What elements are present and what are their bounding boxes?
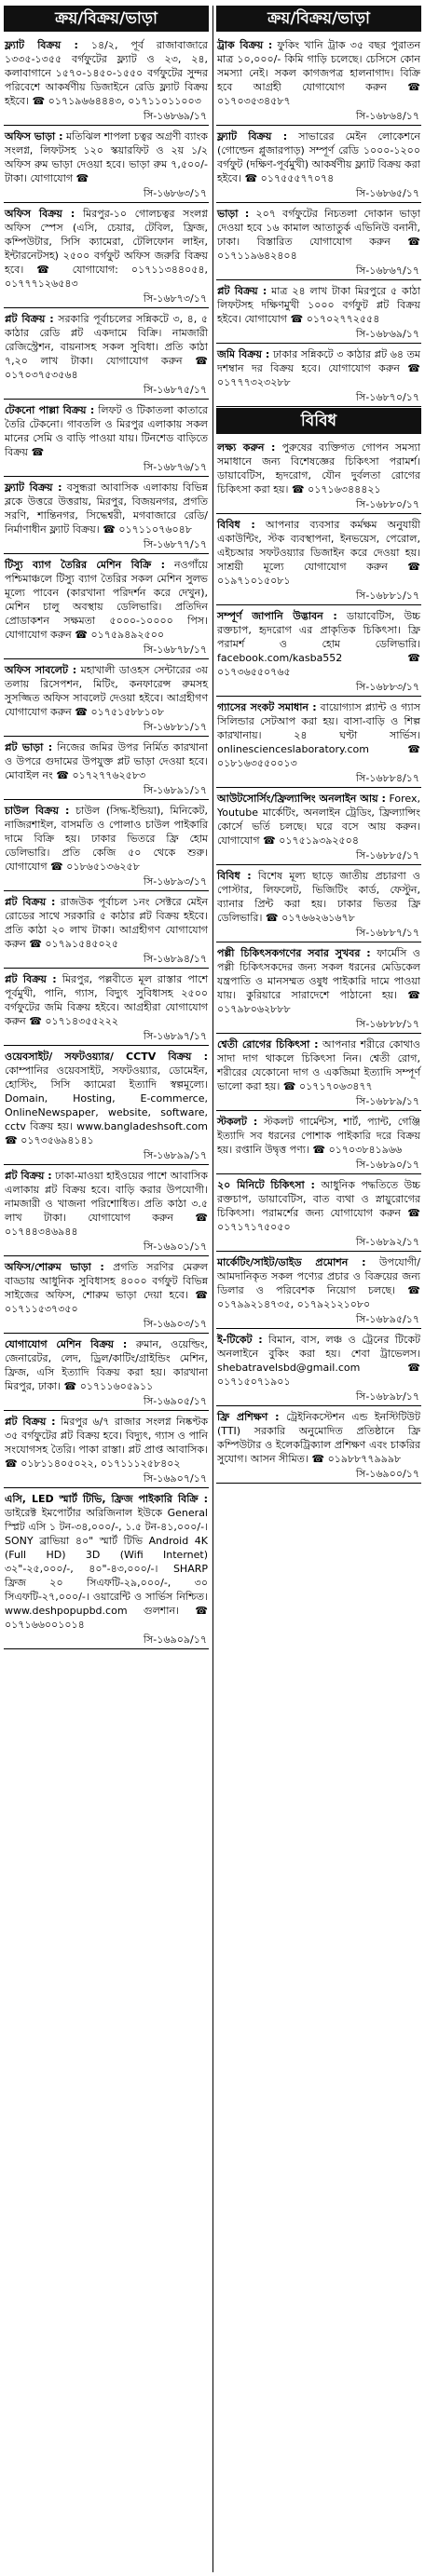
ad-divider (4, 1487, 209, 1488)
ad-title: পল্লী চিকিৎসকগণের সবার সুখবর : (217, 947, 371, 959)
section-header-buy-sell-rent: ক্রয়/বিক্রয়/ভাড়া (4, 6, 209, 32)
classified-ad (216, 606, 421, 681)
ad-title: লক্ষ্য করুন : (217, 441, 276, 454)
ad-code: সি-১৬৮৬৯/১৭ (355, 328, 419, 340)
ad-divider (216, 513, 421, 514)
ad-divider (216, 864, 421, 865)
misc-ads-list (216, 438, 421, 1484)
ad-space (279, 1411, 285, 1423)
ad-code: সি-১৬৮৭৫/১৭ (143, 384, 207, 396)
classified-ad (4, 738, 209, 784)
classified-ad (4, 309, 209, 384)
ad-divider (216, 343, 421, 344)
ad-code: সি-১৬৮৯১/১৭ (143, 784, 207, 796)
ad-divider (216, 125, 421, 126)
ad-title: আউটসোর্সিং/ফ্রিল্যান্সিং অনলাইন আয় : (217, 793, 386, 805)
ad-code: সি-১৬৮৬৩/১৭ (143, 187, 207, 199)
ad-divider (216, 1251, 421, 1252)
ad-divider (4, 1255, 209, 1256)
classified-ad (216, 1253, 421, 1313)
ad-title: ফ্ল্যাট বিক্রয় : (5, 39, 78, 51)
ad-body: রাজউক পূর্বাচল ১নং সেক্টরে মেইন রোডের সাথে সরকারি ৫ কাঠার প্লট বিক্রয় হইবে। প্রতি কাঠা ২০ লাখ টাকা। আগ্রহীগণ যোগাযোগ করুন ☎ ০১৭৯১৫৪৫০২৫ (5, 896, 209, 950)
ad-code: সি-১৬৮৭৭/১৭ (143, 538, 207, 550)
ad-code: সি-১৬৮৯০/১৭ (355, 1159, 419, 1171)
section-header-buy-sell-rent-2: ক্রয়/বিক্রয়/ভাড়া (216, 6, 421, 32)
ad-space (252, 870, 258, 882)
ad-divider (216, 1405, 421, 1406)
classified-ad (216, 345, 421, 391)
ad-body: মাত্র ২৪ লাখ টাকা মিরপুরে ৫ কাঠা লিফটসহ দক্ষিণমুখী ১০০০ বর্গফুট প্লট বিক্রয় হইবে। যোগাযোগ ☎ ০১৭০২৭৭২৫৫৪ (217, 285, 420, 325)
ad-title: গ্যাসের সংকট সমাধান : (217, 701, 317, 713)
ad-title: মার্কেটিং/সাইট/ডাইড প্রমোশন : (217, 1256, 366, 1268)
ad-divider (4, 553, 209, 554)
ad-body: ২০৭ বর্গফুটের নিচতলা দোকান ভাড়া দেওয়া হবে ১৬ কামাল আতাতুর্ক এভিনিউ বনানী, ঢাকা। বিস্তারিত যোগাযোগ করুন ☎ ০১৭১১৯৬৪২৪০৪ (217, 208, 420, 262)
ad-title: প্লট বিক্রয় : (5, 1170, 52, 1182)
ad-space (287, 130, 298, 142)
classified-ad (4, 204, 209, 292)
left-column (4, 6, 209, 1650)
ad-title: প্লট বিক্রয় : (5, 896, 56, 908)
ad-divider (4, 890, 209, 891)
classified-ad (216, 943, 421, 1018)
ad-title: ফ্রি প্রশিক্ষণ : (217, 1411, 280, 1423)
ad-body: লিফট ও টিকাতলা কাতারে তৈরি টেকনো। গাবতলি ও মিরপুর এলাকায় সকল মানের সেমি ও বাড়ি পাওয়া যায়। টিনশেড বাড়িতে বিক্রয় ☎ (5, 404, 208, 458)
ad-divider (216, 604, 421, 605)
ad-space (78, 39, 91, 51)
classified-ad (216, 866, 421, 927)
classified-ad (4, 127, 209, 187)
ad-divider (4, 476, 209, 477)
ad-space (275, 441, 281, 454)
ad-code: সি-১৬৮৮৯/১৭ (355, 1095, 419, 1107)
right-ads-list (216, 35, 421, 407)
ad-title: ফ্ল্যাট বিক্রয় : (217, 130, 288, 142)
classified-ad (4, 1166, 209, 1241)
ad-code: সি-১৬৯০৫/১৭ (143, 1395, 207, 1407)
classified-ad (4, 1489, 209, 1634)
classified-ad (216, 35, 421, 110)
ad-title: চাউল বিক্রয় : (5, 805, 70, 817)
ad-body: ট্রেইনিকস্টেশন এন্ড ইনস্টিটিউট (TTI) সরকারি অনুমোদিত প্রতিষ্ঠানে ফ্রি কম্পিউটার ও ইলেকট্রিক্যাল প্রশিক্ষণ এবং চাকরির সুযোগ। আসন সীমিত। ☎ ০১৯৮৮৭৭৯৯৯৮ (217, 1411, 420, 1465)
ad-divider (4, 1648, 209, 1649)
ad-body: ডাইরেক্ট ইমপোর্টার অরিজিনাল ইউকে General স্প্লিট এসি ১ টন-৩৪,০০০/-, ১.৫ টন-৪১,০০০/-। SONY ব্রাভিয়া ৪০" স্মার্ট টিভি Android 4K (Full HD) 3D (Wifi Internet) ৩২"-২৫,০০০/-, ৪০"-৪৩,০০০/-। SHARP ফ্রিজ ২০ সিএফটি-২৯,০০০/-, ৩০ সিএফটি-২৭,০০০/-। ওয়ারেন্টি ও সার্ভিস নিশ্চিত। www.deshpopupbd.com গুলশান। ☎ ০১৭১৬৬০০১০১৪ (5, 1507, 208, 1631)
ad-body: বসুন্ধরা আবাসিক এলাকায় বিভিন্ন ব্লকে উত্তরে উত্তরায়, মিরপুর, বিজয়নগর, প্রগতি সরণি, শান্তিনগর, সিদ্ধেশ্বরী, মগবাজারে রেডি/নির্মাণাধীন ফ্ল্যাট বিক্রয়। ☎ ০১৭১১০৭৬০৪৮ (5, 481, 208, 536)
ad-divider (216, 1110, 421, 1111)
ad-code: সি-১৬৮৮৫/১৭ (355, 849, 419, 861)
ad-body: ১৪/২, পূর্ব রাজাবাজারে ১৩৩৫-১৩৫৫ বর্গফুটের ফ্ল্যাট ও ২৩, ২৪, কলাবাগানে ১৫৭০-১৪৫০-১৫৫০ বর্গফুটের সুন্দর পরিবেশে আকর্ষণীয় ডিজাইনে রেডি ফ্ল্যাট বিক্রয় হইবে। ☎ ০১৭১৯৬৬৪৪৪৩, ০১৭১১০১১০০৩ (5, 39, 208, 107)
ad-divider (4, 658, 209, 659)
classified-ad (4, 35, 209, 110)
ad-divider (4, 125, 209, 126)
ad-code: সি-১৬৯০১/১৭ (143, 1241, 207, 1253)
classified-ad (4, 478, 209, 538)
ad-divider (216, 1483, 421, 1484)
ad-title: প্লট বিক্রয় : (5, 313, 54, 325)
ad-space (366, 1256, 379, 1268)
right-column (216, 6, 421, 1485)
ad-divider (216, 787, 421, 788)
classified-ad (216, 204, 421, 264)
classified-ad (216, 1175, 421, 1236)
ad-body: বিমান, বাস, লঞ্চ ও ট্রেনের টিকেট অনলাইনে বুকিং করা হয়। শেবা ট্রাভেলস। shebatravelsbd@gmail.com ☎ ০১৭১৫০৭১৯০১ (217, 1334, 421, 1388)
ad-body: মহাখালী ডাওহস সেন্টারের ৩য় তলায় রিসেপশন, মিটিং, কনফারেন্স রুমসহ সুসজ্জিত অফিস সাবলেট দেওয়া হইবে। আগ্রহীগণ যোগাযোগ করুন ☎ ০১৭৫১৫৮৮১০৮ (5, 664, 208, 718)
ad-divider (4, 1164, 209, 1165)
classified-ad (4, 400, 209, 461)
ad-code: সি-১৬৮৭৩/১৭ (143, 292, 207, 305)
ad-body: স্টকলট গার্মেন্টস, শার্ট, প্যান্ট, গেঞ্জি ইত্যাদি সব ধরনের পোশাক পাইকারি দরে বিক্রয় হয়। রপ্তানি উদ্বৃত্ত পণ্য। ☎ ০১৭০৩৮৪১৯৬৬ (217, 1116, 421, 1156)
ad-title: প্লট বিক্রয় : (5, 973, 57, 985)
section-header-misc: বিবিধ (216, 408, 421, 434)
ad-body: মিরপুর ৬/৭ রাজার সংলগ্ন নিষ্কণ্টক ৩৫ বর্গফুটের প্লট বিক্রয় হবে। বিদ্যুৎ, গ্যাস ও পানি সংযোগসহ তৈরি। পাকা রাস্তা। প্লট প্রাপ্ত আবাসিক। ☎ ০১৮১১৪০৫০২২, ০১৭১১১২৫৮৪০২ (5, 1416, 209, 1470)
ad-code: সি-১৬৮৮১/১৭ (143, 721, 207, 733)
ad-body: Forex, Youtube মার্কেটিং, অনলাইন ট্রেডিং, ফ্রিল্যান্সিং কোর্সে ভর্তি চলছে। ঘরে বসে আয় করুন। যোগাযোগ ☎ ০১৭৫১৯৩৯২৫০৪ (217, 793, 420, 847)
ad-space (75, 208, 83, 220)
ad-code: সি-১৬৮৯২/১৭ (355, 1236, 419, 1248)
ad-divider (4, 1045, 209, 1046)
ad-code: সি-১৬৯০৭/১৭ (143, 1472, 207, 1485)
ad-title: এসি, LED স্মার্ট টিভি, ফ্রিজ পাইকারি বিক্রি : (5, 1493, 208, 1505)
ad-body: সরকারি পূর্বাচলের সন্নিকটে ৩, ৪, ৫ কাঠার রেডি প্লট একদামে বিক্রি। নামজারী রেজিস্ট্রেশন, বায়নাসহ সকল সুবিধা। প্রতি কাঠা ৭,২০ লাখ টাকা। যোগাযোগ করুন ☎ ০১৭০৩৭৫৩৫৬৪ (5, 313, 208, 381)
ad-title: ২০ মিনিটে চিকিৎসা : (217, 1179, 315, 1191)
ad-body: ঢাকা-মাওয়া হাইওয়ের পাশে আবাসিক এলাকায় প্লট বিক্রয় হবে। বাড়ি করার উপযোগী। নামজারী ও খাজনা পরিশোধিত। প্রতি কাঠা ৩.৫ লাখ টাকা। যোগাযোগ করুন ☎ ০১৭৪৪৩৪৬৯৪৪ (5, 1170, 208, 1238)
classified-ad (4, 1047, 209, 1149)
ad-divider (216, 1328, 421, 1329)
ad-body: আধুনিক পদ্ধতিতে উচ্চ রক্তচাপ, ডায়াবেটিস, বাত ব্যথা ও স্নায়ুরোগের চিকিৎসা। পরামর্শের জন্য যোগাযোগ করুন ☎ ০১৭১৭১৭৫০৫০ (217, 1179, 420, 1233)
ad-title: ট্রাক বিক্রয় : (217, 39, 273, 51)
classified-ad (4, 1412, 209, 1472)
classified-ad (216, 1112, 421, 1159)
ad-title: অফিস/শোরুম ভাড়া : (5, 1261, 104, 1273)
ad-code: সি-১৬৮৮৪/১৭ (355, 772, 419, 784)
ad-body: উপযোগী/আমদানিকৃত সকল পণ্যের প্রচার ও বিক্রয়ের জন্য ডিলার ও পরিবেশক নিয়োগ চলছে। ☎ ০১৭৯৯২১৪৭৩৫, ০১৭৯২১২১০৮০ (217, 1256, 420, 1310)
classified-ad (4, 1335, 209, 1395)
ad-body: মিরপুর-১০ গোলচত্বর সংলগ্ন অফিস স্পেস (এসি, চেয়ার, টেবিল, ফ্রিজ, কম্পিউটার, সিসি ক্যামেরা, টেলিফোন লাইন, ইন্টারনেটসহ) ২৫০০ বর্গফুট অফিস জরুরি বিক্রয় হবে। ☎ যোগাযোগ: ০১৭১১৩৪৪০৫৪, ০১৭৭৭১২৬৫৪৩ (5, 208, 208, 290)
classified-ad (216, 1407, 421, 1468)
ad-title: বিবিধ : (217, 519, 255, 531)
ad-title: অফিস ভাড়া : (5, 130, 63, 142)
ad-code: সি-১৬৮৮০/১৭ (355, 498, 419, 510)
ad-title: ওয়েবসাইট/ সফটওয়্যার/ CCTV বিক্রয় : (5, 1051, 208, 1063)
ad-code: সি-১৬৮৯৭/১৭ (143, 1030, 207, 1042)
ad-space (127, 1338, 136, 1350)
ad-code: সি-১৬৮৯৪/১৭ (143, 953, 207, 965)
ad-body: সাভারের মেইন লোকেশনে (গোল্ডেন প্লুজারপাড়) সম্পূর্ণ রেডি ১০০০-১২০০ বর্গফুট (দক্ষিণ-পূর্বমুখী) আকর্ষণীয় ফ্ল্যাট বিক্রয় করা হইবে। ☎ ০১৭৫৫৫৭৭০৭৪ (217, 130, 420, 184)
ad-divider (216, 696, 421, 697)
ad-divider (216, 202, 421, 203)
ad-title: ভাড়া : (217, 208, 250, 220)
classified-ad (4, 969, 209, 1030)
ad-divider (216, 279, 421, 280)
classified-ad (4, 892, 209, 953)
ad-code: সি-১৬৮৯৯/১৭ (143, 1149, 207, 1161)
ad-title: যোগাযোগ মেশিন বিক্রয় : (5, 1338, 128, 1350)
ad-body: ফুকিং খানি ট্রাক ৩৫ বছর পুরাতন মাত্র ১০,০০০/- কিমি গাড়ি চলেছে। চেসিসে কোন সমস্যা নেই। সকল কাগজপত্র হালনাগাদ। বিক্রি হবে আগ্রহী যোগাযোগ করুন ☎ ০১৭০৩৫৩৪৫৮৭ (217, 39, 421, 107)
ad-body: চাউল (সিদ্ধ-ইন্ডিয়া), মিনিকেট, নাজিরশাইল, বাসমতি ও পোলাও চাউল পাইকারি দামে বিক্রি হয়। ঢাকার ভিতরে ফ্রি হোম ডেলিভারি। প্রতি কেজি ৫০ থেকে শুরু। যোগাযোগ ☎ ০১৮৬৫১৩৬২৫৮ (5, 805, 209, 873)
ad-title: প্লট বিক্রয় : (5, 1416, 56, 1428)
ad-divider (4, 307, 209, 308)
ad-title: ই-টিকেট : (217, 1334, 263, 1346)
ad-body: আপনার শরীরে কোথাও সাদা দাগ থাকলে চিকিৎসা নিন। শ্বেতী রোগ, শরীরের যেকোনো দাগ ও একজিমা ইত্যাদি সম্পূর্ণ ভালো করা হয়। ☎ ০১৭১৭০৬৩৪৭৭ (217, 1038, 420, 1092)
ad-title: জমি বিক্রয় : (217, 348, 270, 360)
ad-divider (216, 406, 421, 407)
ad-space (104, 1261, 113, 1273)
ad-code: সি-১৬৮৯৫/১৭ (355, 1313, 419, 1325)
ad-code: সি-১৬৯০৩/১৭ (143, 1318, 207, 1330)
ad-code: সি-১৬৯০০/১৭ (355, 1468, 419, 1480)
ad-space (255, 519, 266, 531)
ad-code: সি-১৬৮৯৮/১৭ (355, 1390, 419, 1403)
ad-title: টেকনো পাল্লা বিক্রয় : (5, 404, 95, 416)
ad-code: সি-১৬৮৭৮/১৭ (143, 644, 207, 656)
ad-title: ফ্ল্যাট বিক্রয় : (5, 481, 62, 494)
ad-body: বিশেষ মূল্য ছাড়ে জাতীয় প্রচারণা ও পোস্টার, লিফলেট, ভিজিটিং কার্ড, ফেস্টুন, ব্যানার প্রিন্ট করা হয়। ঢাকার ভিতর ফ্রি ডেলিভারি। ☎ ০১৭৬৬২৬১৬৭৮ (217, 870, 421, 924)
left-ads-list (4, 35, 209, 1649)
ad-divider (4, 736, 209, 737)
classified-ad (4, 660, 209, 721)
ad-code: সি-১৬৮৮১/১৭ (355, 590, 419, 602)
ad-title: অফিস বিক্রয় : (5, 208, 75, 220)
ad-body: পুরুষের ব্যক্তিগত গোপন সমস্যা সমাধানে জন্য বিশেষজ্ঞের চিকিৎসা পরামর্শ। ডায়াবেটিস, হৃদরোগ, যৌন দুর্বলতা রোগের চিকিৎসা করা হয়। ☎ ০১৭১৬৩৪৪৪২১ (217, 441, 421, 495)
ad-title: প্লট বিক্রয় : (217, 285, 267, 297)
classified-ad (4, 801, 209, 875)
ad-code: সি-১৬৮৯৩/১৭ (143, 875, 207, 888)
ad-divider (4, 1410, 209, 1411)
ad-title: অফিস সাবলেট : (5, 664, 77, 676)
ad-body: রুমান, ওয়েল্ডিং, জেনারেটর, লেদ, ড্রিল/কাটিং/গ্রাইন্ডিং মেশিন, ফ্রিজ, এসি ইত্যাদি বিক্রয় করা হয়। কারখানা মিরপুর, ঢাকা। ☎ ০১৭১১৬০৫৯১১ (5, 1338, 208, 1392)
ad-code: সি-১৬৮৬৫/১৭ (355, 187, 419, 199)
ad-divider (4, 1333, 209, 1334)
ad-code: সি-১৬৮৭০/১৭ (355, 391, 419, 403)
ad-body: প্রগতি সরণির মেরুল বাড্ডায় আধুনিক সুবিধাসহ ৪০০০ বর্গফুট বিভিন্ন সাইজের অফিস, শোরুম ভাড়া দেয়া হবে। ☎ ০১৭১১৫৩৭৩৫০ (5, 1261, 208, 1315)
ad-body: কোম্পানির ওয়েবসাইট, সফটওয়্যার, ডোমেইন, হোস্টিং, সিসি ক্যামেরা ইত্যাদি স্বল্পমূল্যে। Domain, Hosting, E-commerce, OnlineNewspaper, website, software, cctv বিক্রয় হয়। www.bangladeshsoft.com ☎ ০১৭৩৫৬৯৪১৪১ (5, 1064, 208, 1146)
ad-body: আপনার ব্যবসার কর্মক্ষম অনুযায়ী একাউন্টিং, স্টক ব্যবস্থাপনা, ইনভয়েস, পেরোল, এইচআর সফটওয়্যার ডিজাইন করে দেওয়া হয়। সাশ্রয়ী মূল্যে যোগাযোগ করুন ☎ ০১৯৭১০১৫০৮১ (217, 519, 421, 587)
ad-body: নওগাঁয়ে পশ্চিমাঞ্চলে টিস্যু ব্যাগ তৈরির সকল মেশিন সুলভ মূল্যে পাবেন (কারখানা পরিদর্শন করে দেখুন), মেশিন চালু অবস্থায় ডেলিভারি। প্রতিদিন প্রোডাকশন সক্ষমতা ৫০০০-১০০০০ পিস। যোগাযোগ করুন ☎ ০১৭৫৯৪৯২৫০০ (5, 559, 209, 641)
ad-title: বিবিধ : (217, 870, 252, 882)
ad-code: সি-১৬৮৬৭/১৭ (355, 264, 419, 277)
ad-divider (216, 1033, 421, 1034)
ad-title: শ্বেতী রোগের চিকিৎসা : (217, 1038, 319, 1051)
ad-code: সি-১৬৮৮৭/১৭ (355, 927, 419, 939)
ad-code: সি-১৬৮৬৪/১৭ (355, 110, 419, 122)
ad-body: ডায়াবেটিস, উচ্চ রক্তচাপ, হৃদরোগ এর প্রাকৃতিক চিকিৎসা। ফ্রি পরামর্শ ও হোম ডেলিভারি। facebook.com/kasba552 ☎ ০১৭৩৬৫৫০৭৬৫ (217, 610, 421, 678)
classified-ad (216, 1330, 421, 1390)
ad-space (337, 610, 347, 622)
column-divider (212, 6, 213, 2572)
ad-code: সি-১৬৮৮৩/১৭ (355, 681, 419, 693)
ad-space (165, 559, 174, 571)
classified-ad (216, 1035, 421, 1095)
ad-body: নিজের জমির উপর নির্মিত কারখানা ও উপরে গুদামের উপযুক্ত প্লট ভাড়া দেওয়া হবে। মোবাইল নং ☎ ০১৭২৭৭৬২৫৮৩ (5, 741, 208, 781)
classified-ad (4, 1257, 209, 1318)
ad-title: স্টকলট : (217, 1116, 258, 1128)
classified-ad (216, 438, 421, 498)
classified-ad (216, 127, 421, 187)
ad-divider (4, 399, 209, 400)
ad-code: সি-১৬৯০৯/১৭ (143, 1634, 207, 1646)
ad-body: মতিঝিল শাপলা চত্বর অগ্রণী ব্যাংক সংলগ্ন, লিফটসহ ১২০ স্কয়ারফিট ও ২য় ১/২ অফিস রুম ভাড়া দেওয়া হবে। ভাড়া রুম ৭,৫০০/- টাকা। যোগাযোগ ☎ (5, 130, 208, 184)
ad-title: টিস্যু ব্যাগ তৈরির মেশিন বিক্রি : (5, 559, 165, 571)
ad-code: সি-১৬৮৭৬/১৭ (143, 461, 207, 473)
classified-ad (4, 555, 209, 644)
ad-title: প্লট ভাড়া : (5, 741, 53, 753)
ad-divider (4, 202, 209, 203)
classified-ad (216, 698, 421, 772)
ad-space (257, 1116, 264, 1128)
classified-ad (216, 789, 421, 849)
ad-code: সি-১৬৮৮৮/১৭ (355, 1018, 419, 1030)
ad-body: মিরপুর, পল্লবীতে মূল রাস্তার পাশে পূর্বমুখী, পানি, গ্যাস, বিদ্যুৎ সুবিধাসহ ২৫০০ বর্গফুটের জমি বিক্রয় হইবে। আগ্রহীরা যোগাযোগ করুন ☎ ০১৭১৪৩৫৫২২২ (5, 973, 208, 1027)
ad-body: ঢাকার সন্নিকটে ৩ কাঠার প্লট ৬৪ তম দশম্বান দর বিক্রয় হবে। যোগাযোগ করুন ☎ ০১৭৭৭৩২৩২৮৮ (217, 348, 420, 388)
ad-body: ফার্মেসি ও পল্লী চিকিৎসকদের জন্য সকল ধরনের মেডিকেল যন্ত্রপাতি ও মানসম্মত ওষুধ পাইকারি দামে পাওয়া যায়। কুরিয়ারে সারাদেশে পাঠানো হয়। ☎ ০১৭৯৮০৬২৮৮৮ (217, 947, 420, 1015)
ad-code: সি-১৬৮৬৯/১৭ (143, 110, 207, 122)
ad-divider (4, 968, 209, 969)
classified-ad (216, 281, 421, 328)
classified-ad (216, 515, 421, 590)
ad-divider (216, 1173, 421, 1174)
ad-title: সম্পূর্ণ জাপানি উদ্ভাবন : (217, 610, 337, 622)
ad-body: বায়োগ্যাস প্ল্যান্ট ও গ্যাস সিলিন্ডার সেটআপ করা হয়। বাসা-বাড়ি ও শিল্প কারখানায়। ২৪ ঘণ্টা সার্ভিস। onlinescienceslaboratory.com ☎ ০১৮১৬৩৫৫০০১৩ (217, 701, 421, 769)
ad-divider (4, 799, 209, 800)
